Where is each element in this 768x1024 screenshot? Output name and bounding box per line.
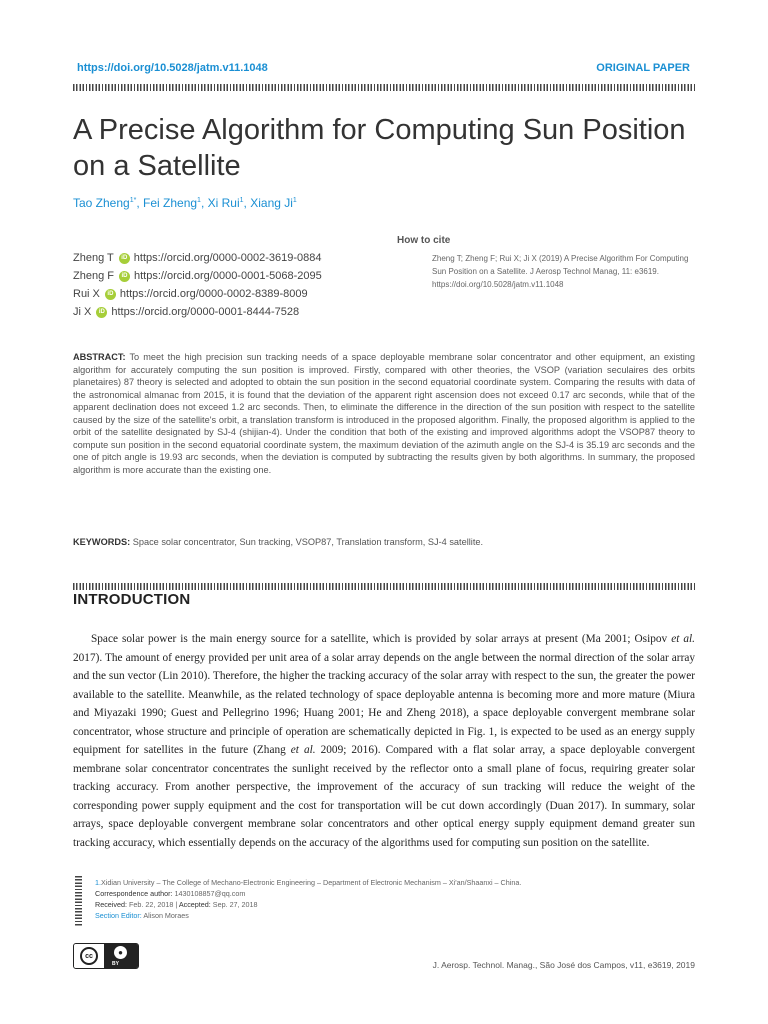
correspondence-label: Correspondence author: [95,889,173,898]
orcid-icon: iD [119,253,130,264]
received-label: Received: [95,900,127,909]
keywords-text: Space solar concentrator, Sun tracking, VSOP87, Translation transform, SJ-4 satellite. [132,537,484,547]
footnote-dotted-rule [75,876,82,926]
person-icon: ● [114,946,127,959]
orcid-icon: iD [105,289,116,300]
author-name[interactable]: Tao Zheng [73,196,130,210]
abstract-label: ABSTRACT: [73,352,126,362]
doi-link[interactable]: https://doi.org/10.5028/jatm.v11.1048 [77,62,268,74]
intro-text-italic: et al. [290,744,316,756]
date-separator: | [175,900,178,909]
dates-line [95,899,521,910]
orcid-row [73,270,322,282]
abstract [73,351,695,476]
orcid-author-name: Rui X [73,288,100,300]
citation-text: Zheng T; Zheng F; Rui X; Ji X (2019) A Precise Algorithm For Computing Sun Position on a Satellite. J Aerosp Technol Manag, 11: e3619. https://doi.org/10.5028/jatm.v11.1048 [432,254,689,289]
intro-text-italic: et al. [671,633,696,645]
accepted-label: Accepted: [178,900,211,909]
author-affiliation-mark: 1 [197,197,201,204]
intro-text: Space solar power is the main energy source for a satellite, which is provided by solar arrays at present (Ma 2001; Osipov [91,633,672,645]
affiliation-text: Xidian University – The College of Mechano-Electronic Engineering – Department of Electronic Mechanism – Xi'an/Shaanxi – China. [101,878,522,887]
paper-type-label: ORIGINAL PAPER [596,62,690,74]
orcid-author-name: Ji X [73,306,92,318]
affiliation-number: 1. [95,878,101,887]
orcid-link[interactable]: https://orcid.org/0000-0001-8444-7528 [111,306,300,318]
author-name[interactable]: Xiang Ji [250,196,293,210]
abstract-text: To meet the high precision sun tracking needs of a space deployable membrane solar concentrator and other equipment, an existing algorithm for accurately computing the sun position is improved. Firstly, compared with other theories, the VSOP (variation seculaires des orbits planetaires) 87 theory is selected and adopted to obtain the sun position in the second equatorial coordinate system. Comparing the results with data of the astronomical almanac from 2015, it is found that the deviation of the apparent right ascension does not exceed 0.17 arc seconds, while that of the apparent declination does not exceed 1.2 arc seconds. Then, to eliminate the difference in the direction of the sun position with respect to the satellite caused by the size of the satellite's orbit, a translation transform is introduced in the proposed algorithm. Finally, the proposed algorithm is applied to the orbit of the satellite designated by SJ-4 (shijian-4). Under the condition that both of the existing and improved algorithms adopt the VSOP87 theory to compute sun position in the second equatorial coordinate system, the maximum deviation of the azimuth angle on the SJ-4 is 35.19 arc seconds and the one of pitch angle is 19.93 arc seconds, when the deviation is computed by subtracting the results given by both algorithms. In summary, the proposed algorithm is more accurate than the existing one. [73,352,695,475]
editor-name: Alison Moraes [143,911,189,920]
cc-by-license-badge[interactable] [73,943,139,969]
introduction-paragraph [73,630,695,852]
paper-title: A Precise Algorithm for Computing Sun Position on a Satellite [73,114,686,182]
author-list: Tao Zheng$^{1*}$, Fei Zheng$^1$, Xi Rui$^1$, Xiang Ji$^1$ [73,196,297,210]
orcid-link[interactable]: https://orcid.org/0000-0001-5068-2095 [133,270,322,282]
editor-line [95,910,521,921]
keywords-label: KEYWORDS: [73,537,131,547]
editor-label: Section Editor: [95,911,142,920]
footnote-block [95,877,521,921]
orcid-icon: iD [96,307,107,318]
by-label: BY [112,961,119,967]
intro-text: 2009; 2016). Compared with a flat solar array, a space deployable convergent membrane solar concentrator concentrates the sunlight received by the reflector onto a small plane of focus, requiring greater solar tracking accuracy. From another perspective, the improvement of the accuracy of sun tracking will reduce the weight of the corresponding power supply equipment and the cost for transportation will be cut down accordingly (Duan 2017). In summary, solar arrays, space deployable convergent membrane solar concentrators and other optical energy supply equipment demand greater sun tracking accuracy, which essentially depends on the accuracy of the algorithms used for computing sun position on the satellite. [73,744,695,849]
orcid-author-name: Zheng T [73,252,114,264]
author-affiliation-mark: 1* [129,197,137,204]
intro-text: 2017). The amount of energy provided per unit area of a solar array depends on the angle between the normal direction of the solar array and the sun vector (Lin 2010). Therefore, the higher the tracking accuracy of the solar array with respect to the sun, the greater the power available to the satellite. Meanwhile, as the related technology of space deployable antenna is becoming more and more mature (Miura and Miyazaki 1990; Guest and Pellegrino 1996; Huang 2001; He and Zheng 2018), a space deployable convergent membrane solar concentrator, whose structure and principle of operation are schematically depicted in Fig. 1, is expected to be used as an energy supply equipment for satellites in the future (Zhang [73,651,695,756]
section-heading: INTRODUCTION [73,591,191,608]
orcid-link[interactable]: https://orcid.org/0000-0002-3619-0884 [133,252,322,264]
orcid-row [73,252,322,264]
correspondence-email[interactable]: 1430108857@qq.com [174,889,246,898]
keywords [73,537,695,547]
correspondence-line [95,888,521,899]
author-affiliation-mark: 1 [292,197,297,204]
orcid-icon: iD [119,271,130,282]
header-dotted-rule [73,84,695,91]
author-name[interactable]: Xi Rui [207,196,240,210]
orcid-row [73,306,299,318]
orcid-row [73,288,308,300]
journal-footer: J. Aerosp. Technol. Manag., São José dos Campos, v11, e3619, 2019 [432,960,695,970]
cc-icon: cc [80,947,98,965]
orcid-link[interactable]: https://orcid.org/0000-0002-8389-8009 [119,288,308,300]
how-to-cite-label: How to cite [397,235,451,246]
author-affiliation-mark: 1 [239,197,244,204]
section-dotted-rule [73,583,695,590]
author-name[interactable]: Fei Zheng [143,196,198,210]
accepted-date: Sep. 27, 2018 [212,900,258,909]
affiliation-line [95,877,521,888]
received-date: Feb. 22, 2018 [128,900,174,909]
orcid-author-name: Zheng F [73,270,114,282]
